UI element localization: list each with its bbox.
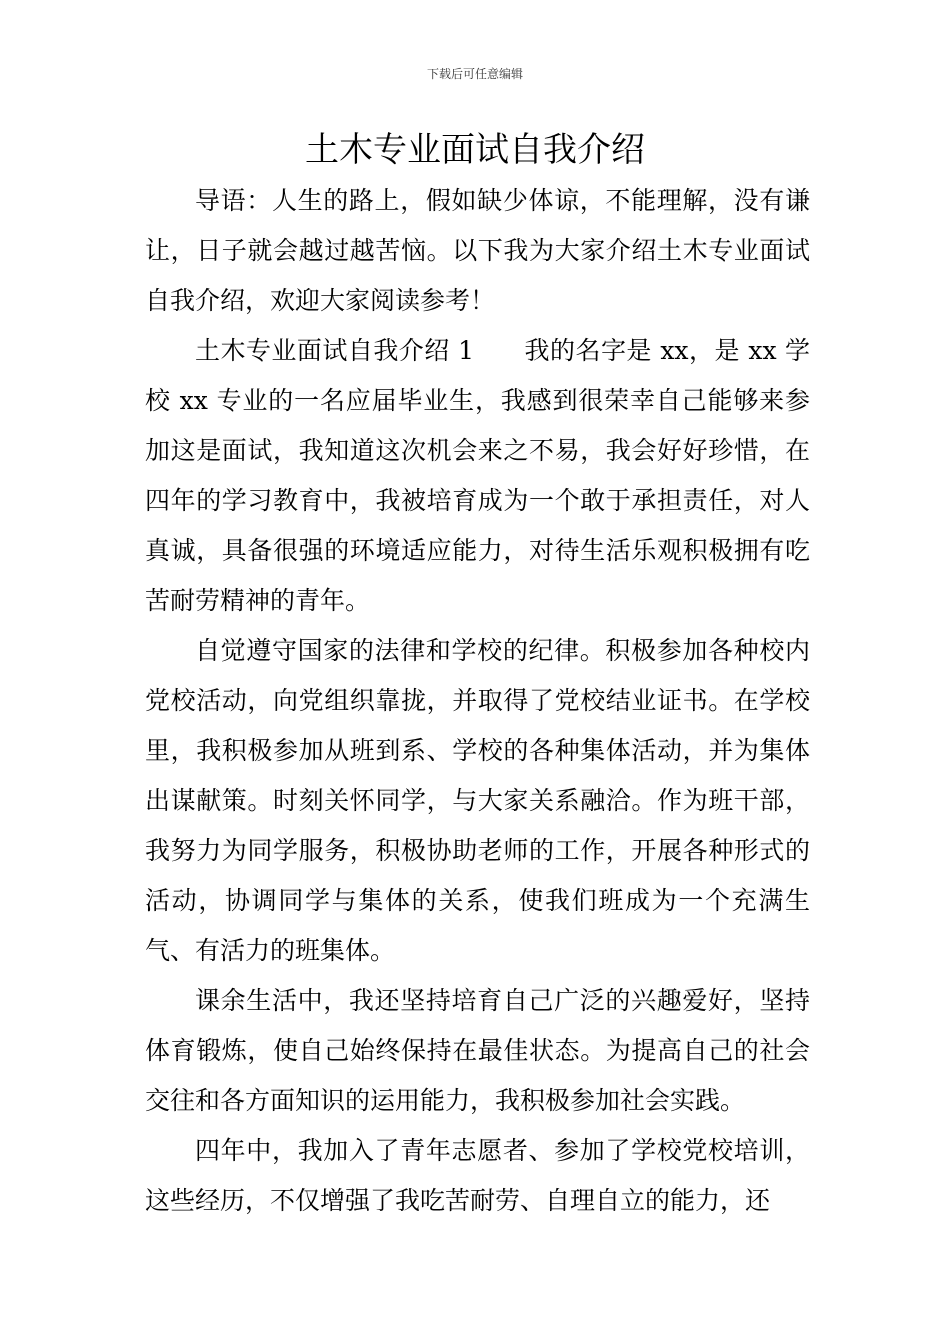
document-title: 土木专业面试自我介绍 bbox=[305, 130, 645, 170]
paragraph-1-text: 我的名字是 xx，是 xx 学校 xx 专业的一名应届毕业生，我感到很荣幸自己能够来参加这是面试，我知道这次机会来之不易，我会好好珍惜，在四年的学习教育中，我被培育成为一个敢于承担责任，对人真诚，具备很强的环境适应能力，对待生活乐观积极拥有吃苦耐劳精神的青年。 bbox=[145, 336, 810, 615]
document-body bbox=[145, 176, 810, 1226]
self-intro-paragraph-2: 自觉遵守国家的法律和学校的纪律。积极参加各种校内党校活动，向党组织靠拢，并取得了党校结业证书。在学校里，我积极参加从班到系、学校的各种集体活动，并为集体出谋献策。时刻关怀同学，与大家关系融洽。作为班干部，我努力为同学服务，积极协助老师的工作，开展各种形式的活动，协调同学与集体的关系，使我们班成为一个充满生气、有活力的班集体。 bbox=[145, 636, 810, 965]
self-intro-paragraph-4: 四年中，我加入了青年志愿者、参加了学校党校培训，这些经历，不仅增强了我吃苦耐劳、自理自立的能力，还 bbox=[145, 1136, 810, 1215]
intro-paragraph: 导语：人生的路上，假如缺少体谅，不能理解，没有谦让，日子就会越过越苦恼。以下我为大家介绍土木专业面试自我介绍，欢迎大家阅读参考！ bbox=[145, 186, 810, 315]
self-intro-paragraph-3: 课余生活中，我还坚持培育自己广泛的兴趣爱好，坚持体育锻炼，使自己始终保持在最佳状态。为提高自己的社会交往和各方面知识的运用能力，我积极参加社会实践。 bbox=[145, 986, 810, 1115]
self-intro-paragraph-1 bbox=[145, 326, 810, 626]
section-heading: 土木专业面试自我介绍 1 bbox=[195, 336, 475, 365]
header-note: 下载后可任意编辑 bbox=[426, 67, 523, 81]
